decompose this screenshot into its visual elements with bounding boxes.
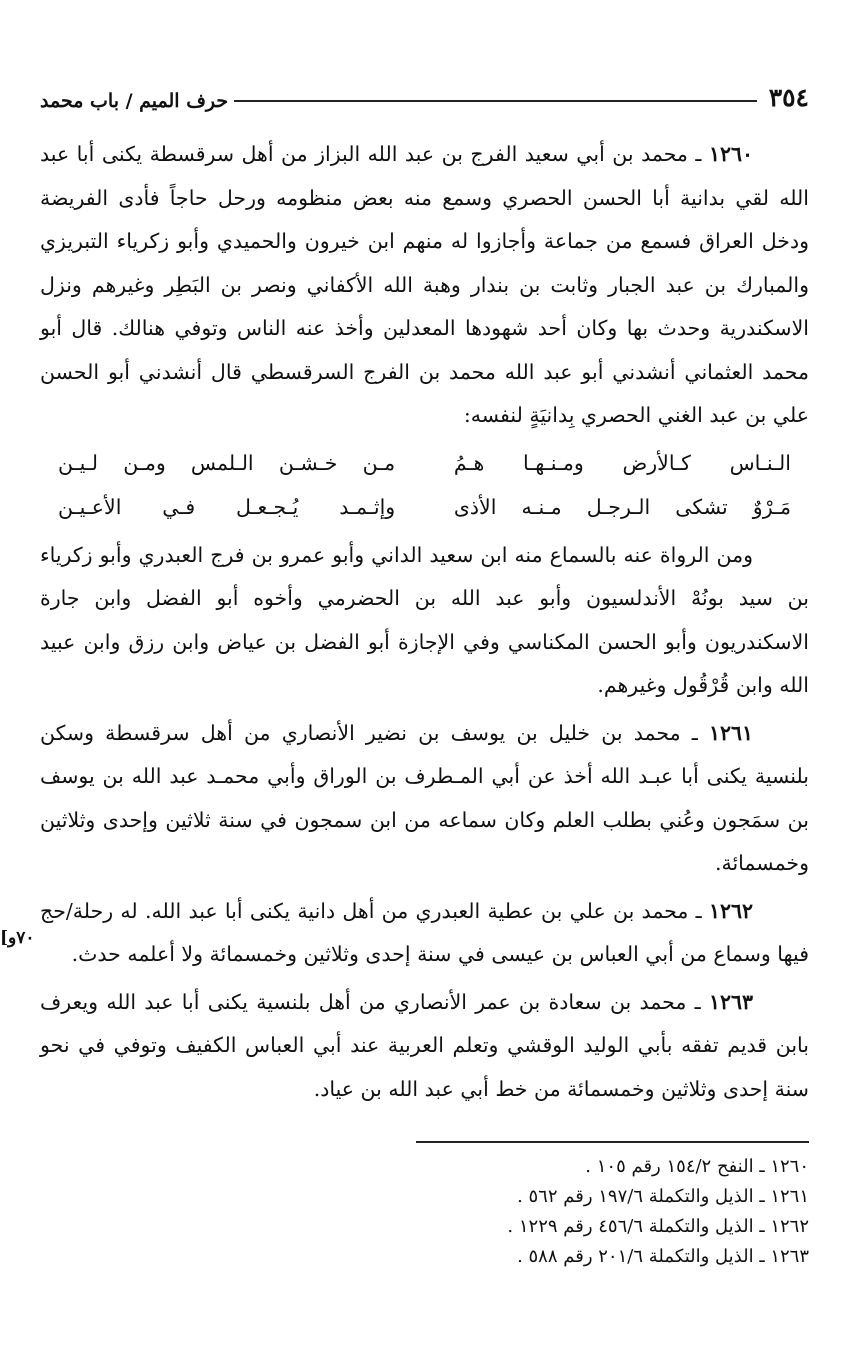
- page-number: ٣٥٤: [768, 83, 809, 112]
- entry-text: ـ محمد بن أبي سعيد الفرج بن عبد الله البزاز من أهل سرقسطة يكنى أبا عبد الله لقي بدانية أبا الحسن الحصري وسمع منه بعض منظومه ورحل حاجاً فأدى الفريضة ودخل العراق فسمع من جماعة وأجازوا له منهم ابن خيرون والحميدي وأبو زكرياء التبريزي والمبارك بن عبد الجبار وثابت بن بندار وهبة الله الأكفاني ونصر بن البَطِر وغيرهم ونزل الاسكندرية وحدث بها وكان أحد شهودها المعدلين وأخذ عنه الناس وتوفي هنالك. قال أبو محمد العثماني أنشدني أبو عبد الله محمد بن الفرج السرقسطي قال أنشدني أبو الحسن علي بن عبد الغني الحصري بِدانيَةٍ لنفسه:: [40, 142, 809, 427]
- main-text: [40, 133, 809, 1115]
- entry-text: ـ محمد بن علي بن عطية العبدري من أهل دانية يكنى أبا عبد الله. له رحلة/حج فيها وسماع من أبي العباس بن عيسى في سنة إحدى وثلاثين وخمسمائة ولا أعلمه حدث.: [40, 898, 809, 966]
- entry-number: ١٢٦٠: [708, 142, 753, 166]
- header-rule: [234, 100, 757, 102]
- running-title: حرف الميم / باب محمد: [40, 90, 229, 112]
- entry-1260-continuation: ومن الرواة عنه بالسماع منه ابن سعيد الداني وأبو عمرو بن فرج العبدري وأبو زكرياء بن سيد بونُهْ الأندلسيون وأبو عبد الله بن الحضرمي وأخوه أبو الفضل وابن جارة الاسكندريون وأبو الحسن المكناسي وفي الإجازة أبو الفضل بن عياض وابن رزق وابن عبيد الله وابن قُرْقُول وغيرهم.: [40, 542, 809, 697]
- entry-number: ١٢٦١: [708, 720, 753, 745]
- poem: [58, 442, 791, 530]
- poem-hemistich-first: الـنـاس كـالأرض ومـنـهـا هـمُ: [453, 450, 791, 475]
- poem-hemistich-second: وإثـمـد يُـجـعـل فـي الأعـيـن: [58, 494, 396, 519]
- running-header: [40, 76, 809, 112]
- entry-1261: [40, 712, 809, 886]
- entry-1262: [40, 890, 809, 977]
- entry-1263: [40, 981, 809, 1112]
- poem-verse: [58, 442, 791, 486]
- footnote: ١٢٦١ ـ الذيل والتكملة ١٩٧/٦ رقم ٥٦٢ .: [517, 1186, 809, 1207]
- entry-number: ١٢٦٢: [708, 898, 753, 923]
- footnote: ١٢٦٠ ـ النفح ١٥٤/٢ رقم ١٠٥ .: [585, 1156, 809, 1177]
- folio-marker: [٧٠و: [0, 928, 35, 948]
- footnotes: [40, 1152, 809, 1272]
- poem-hemistich-first: مَـرْوٌ تشكى الـرجـل مـنـه الأذى: [453, 494, 791, 519]
- poem-verse: [58, 486, 791, 530]
- poem-hemistich-second: مـن خـشـن الـلمس ومـن لـيـن: [58, 450, 396, 475]
- entry-1260: [40, 133, 809, 438]
- footnote: ١٢٦٣ ـ الذيل والتكملة ٢٠١/٦ رقم ٥٨٨ .: [517, 1246, 809, 1267]
- entry-number: ١٢٦٣: [708, 989, 753, 1014]
- entry-text: ـ محمد بن خليل بن يوسف بن نضير الأنصاري من أهل سرقسطة وسكن بلنسية يكنى أبا عبـد الله أخذ عن أبي المـطرف بن الوراق وأبي محمـد عبد الله بن يوسف بن سمَجون وعُني بطلب العلم وكان سماعه من ابن سمجون في سنة ثلاثين وإحدى وثلاثين وخمسمائة.: [40, 720, 809, 875]
- footnote: ١٢٦٢ ـ الذيل والتكملة ٤٥٦/٦ رقم ١٢٢٩ .: [507, 1216, 809, 1237]
- entry-text: ـ محمد بن سعادة بن عمر الأنصاري من أهل بلنسية يكنى أبا عبد الله ويعرف بابن قديم تفقه بأبي الوليد الوقشي وتعلم العربية عند أبي العباس الكفيف وتوفي في نحو سنة إحدى وثلاثين وخمسمائة من خط أبي عبد الله بن عياد.: [40, 989, 809, 1101]
- footnote-rule: [416, 1141, 809, 1143]
